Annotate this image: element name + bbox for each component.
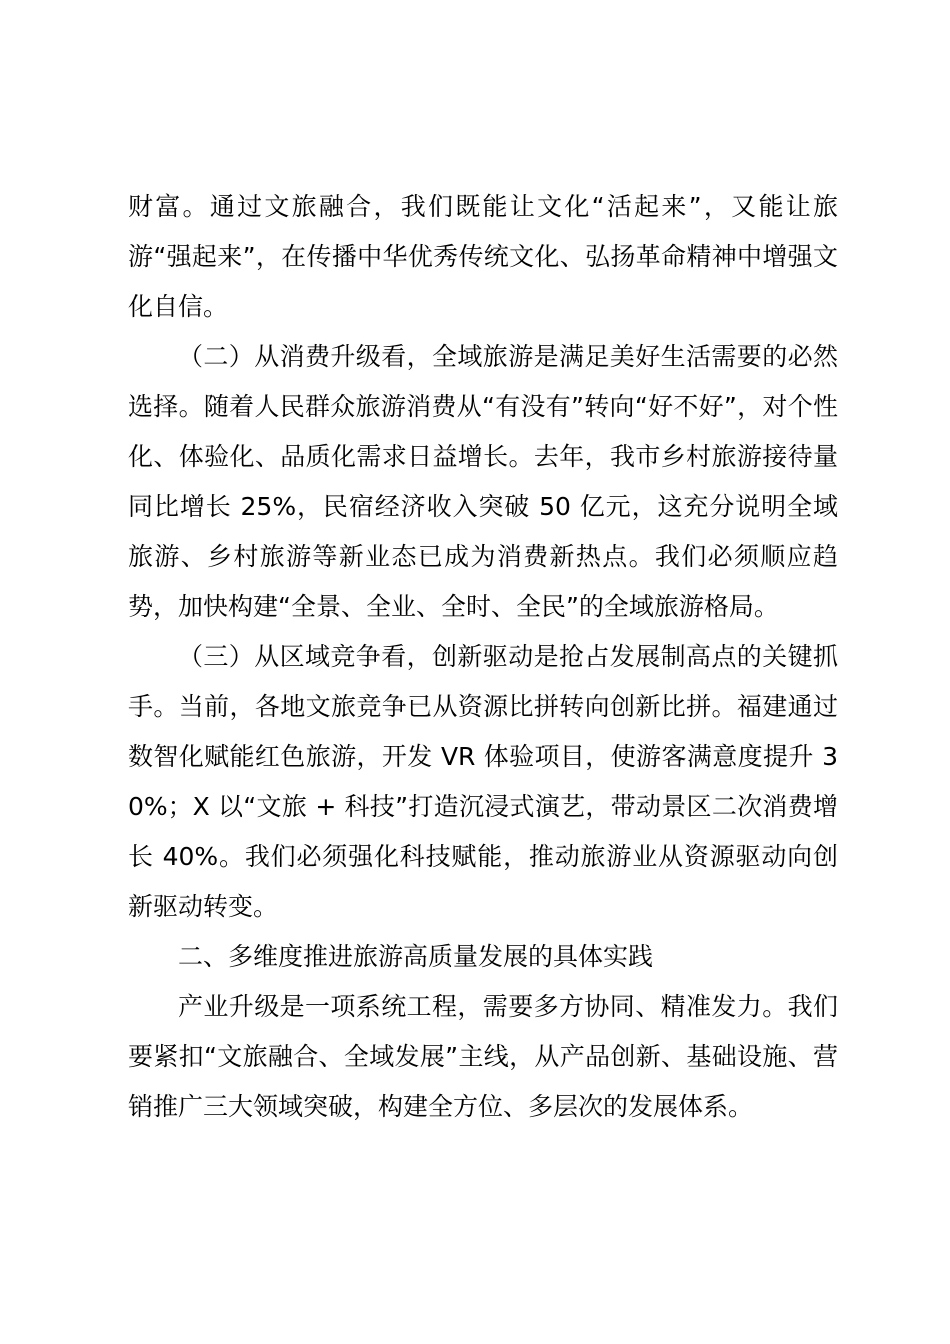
paragraph-3: （三）从区域竞争看，创新驱动是抢占发展制高点的关键抓手。当前，各地文旅竞争已从资源比拼转向创新比拼。福建通过数智化赋能红色旅游，开发 VR 体验项目，使游客满意度提升 30%；X 以“文旅 + 科技”打造沉浸式演艺，带动景区二次消费增长 40%。我们必须强化科技赋能，推动旅游业从资源驱动向创新驱动转变。: [128, 642, 838, 921]
paragraph-1: 财富。通过文旅融合，我们既能让文化“活起来”，又能让旅游“强起来”，在传播中华优秀传统文化、弘扬革命精神中增强文化自信。: [128, 192, 838, 321]
section-heading: 二、多维度推进旅游高质量发展的具体实践: [178, 942, 654, 971]
document-page: [128, 182, 838, 1132]
paragraph-2: （二）从消费升级看，全域旅游是满足美好生活需要的必然选择。随着人民群众旅游消费从“有没有”转向“好不好”，对个性化、体验化、品质化需求日益增长。去年，我市乡村旅游接待量同比增长 25%，民宿经济收入突破 50 亿元，这充分说明全域旅游、乡村旅游等新业态已成为消费新热点。我们必须顺应趋势，加快构建“全景、全业、全时、全民”的全域旅游格局。: [128, 342, 838, 621]
paragraph-5: 产业升级是一项系统工程，需要多方协同、精准发力。我们要紧扣“文旅融合、全域发展”主线，从产品创新、基础设施、营销推广三大领域突破，构建全方位、多层次的发展体系。: [128, 992, 838, 1121]
